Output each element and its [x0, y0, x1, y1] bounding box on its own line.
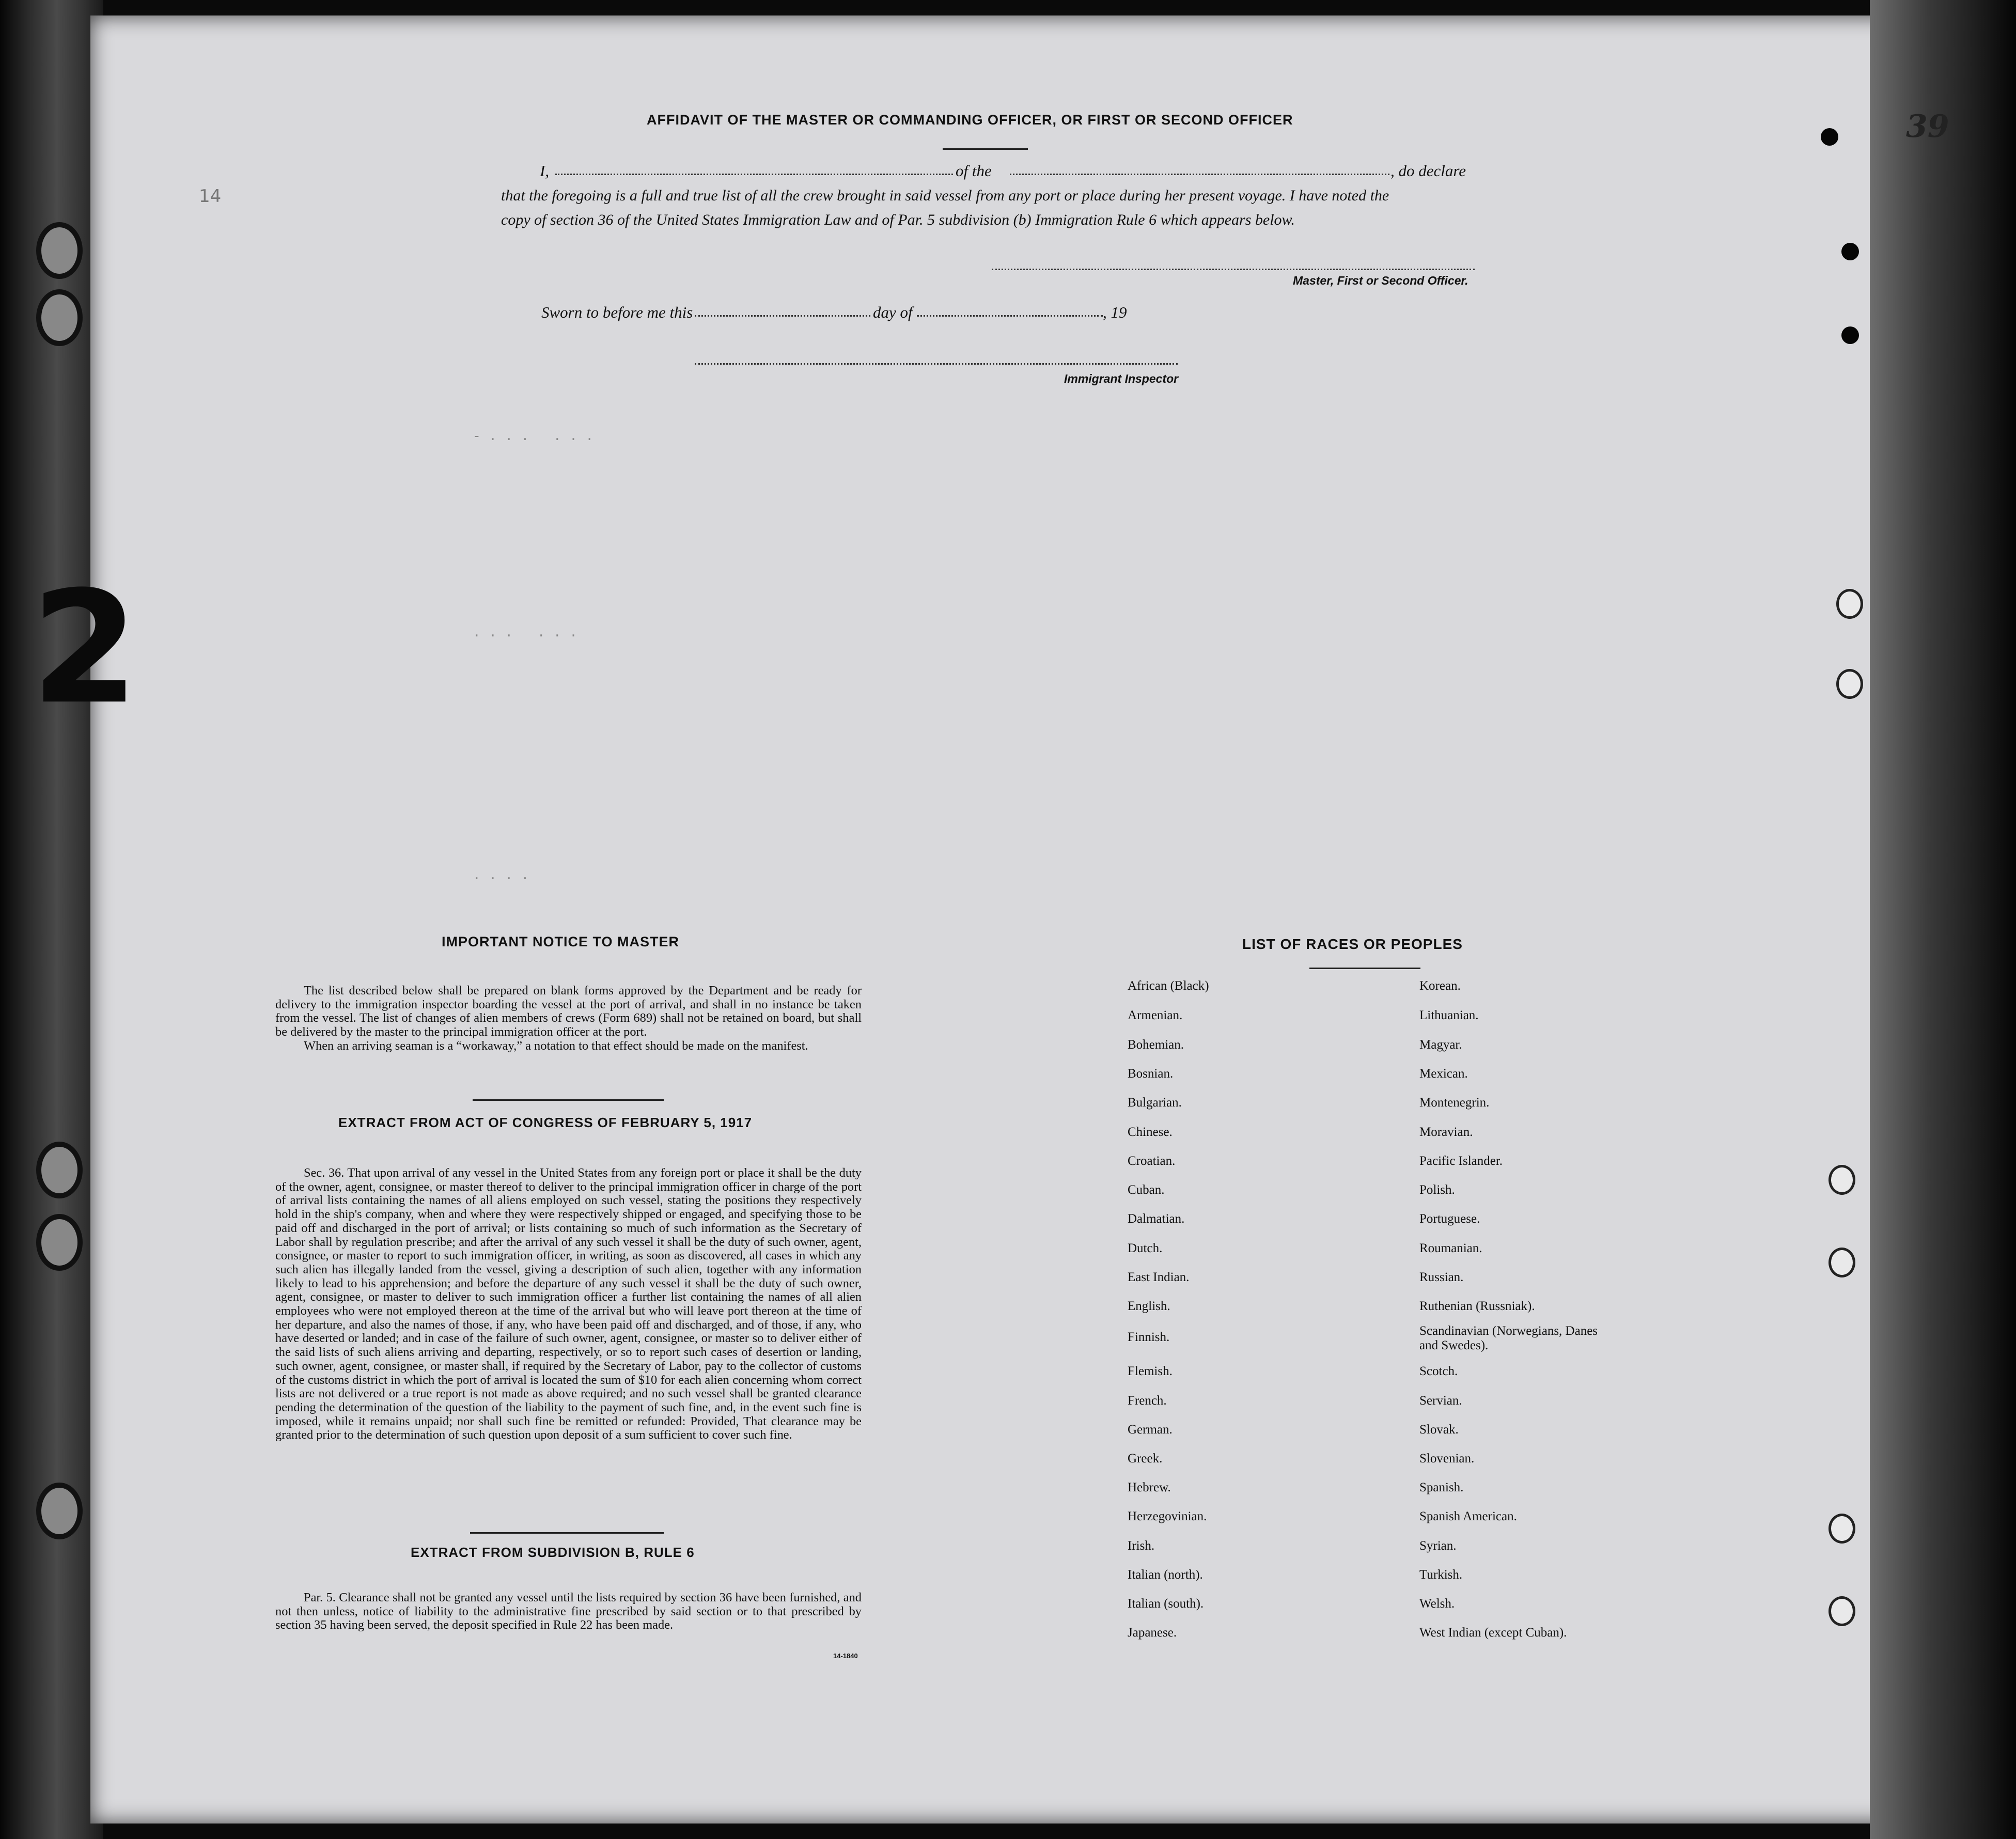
ring-hole [1836, 669, 1863, 699]
inspector-label: Immigrant Inspector [1064, 372, 1179, 385]
race-item: Spanish. [1419, 1480, 1464, 1494]
extract-rule-title: EXTRACT FROM SUBDIVISION B, RULE 6 [411, 1545, 695, 1560]
race-item: Turkish. [1419, 1568, 1463, 1582]
document-page [90, 15, 1909, 1824]
margin-note-page-number: 39 [1906, 108, 1949, 145]
sworn-day-field[interactable] [695, 315, 870, 317]
race-item: English. [1128, 1299, 1170, 1313]
affidavit-title: AFFIDAVIT OF THE MASTER OR COMMANDING OFFICER, OR FIRST OR SECOND OFFICER [647, 112, 1293, 128]
binder-ring [36, 222, 83, 279]
sworn-month-field[interactable] [917, 315, 1103, 317]
race-item: Pacific Islander. [1419, 1154, 1503, 1168]
race-item: Montenegrin. [1419, 1096, 1490, 1110]
race-item: Roumanian. [1419, 1241, 1482, 1255]
race-item: Italian (north). [1128, 1568, 1203, 1582]
affidavit-line1-end: , do declare [1390, 162, 1466, 180]
sworn-year-label: , 19 [1103, 303, 1127, 321]
binder-ring [36, 289, 83, 346]
race-item: Polish. [1419, 1183, 1455, 1197]
race-item: Japanese. [1128, 1626, 1177, 1640]
divider [470, 1532, 664, 1534]
race-item: Herzegovinian. [1128, 1509, 1207, 1523]
margin-note-large-number: 2 [31, 558, 139, 738]
races-title: LIST OF RACES OR PEOPLES [1242, 936, 1463, 952]
notice-title: IMPORTANT NOTICE TO MASTER [442, 934, 679, 949]
ring-hole [1829, 1248, 1855, 1277]
race-item: Chinese. [1128, 1125, 1173, 1139]
ring-hole [1829, 1596, 1855, 1626]
extract-act-text [275, 1166, 862, 1442]
race-item: African (Black) [1128, 979, 1209, 993]
sworn-label: Sworn to before me this [541, 303, 693, 321]
punch-hole [1821, 128, 1838, 146]
race-item: Bohemian. [1128, 1038, 1184, 1052]
bleed-through-mark: - . . . . . . [473, 429, 594, 444]
race-item: Dalmatian. [1128, 1212, 1185, 1226]
affidavit-line3: copy of section 36 of the United States Immigration Law and of Par. 5 subdivision (b) Immigration Rule 6 which appears below. [501, 211, 1295, 228]
ring-hole [1829, 1514, 1855, 1544]
vessel-name-field[interactable] [1010, 174, 1389, 175]
binder-ring [36, 1483, 83, 1539]
affidavit-line2: that the foregoing is a full and true list of all the crew brought in said vessel from any port or place during her present voyage. I have noted the [501, 187, 1389, 204]
race-item: Ruthenian (Russniak). [1419, 1299, 1535, 1313]
divider [943, 148, 1028, 150]
race-item: Croatian. [1128, 1154, 1176, 1168]
binder-ring [36, 1214, 83, 1271]
race-item: Bosnian. [1128, 1067, 1174, 1081]
ring-hole [1829, 1165, 1855, 1195]
sworn-middle: day of [873, 303, 913, 321]
race-item: Cuban. [1128, 1183, 1165, 1197]
rule-6-text: Par. 5. Clearance shall not be granted any vessel until the lists required by section 36 have been furnished, and not then unless, notice of liability to the administrative fine prescribed by said section or to that prescribed by section 35 having been served, the deposit specified in Rule 22 has been made. [275, 1591, 862, 1632]
race-item: Welsh. [1419, 1597, 1455, 1611]
race-item: German. [1128, 1423, 1173, 1437]
race-item: West Indian (except Cuban). [1419, 1626, 1567, 1640]
race-item: Moravian. [1419, 1125, 1473, 1139]
bleed-through-mark: . . . . [473, 868, 529, 883]
race-item: Finnish. [1128, 1330, 1170, 1344]
race-item: Servian. [1419, 1394, 1462, 1408]
extract-rule-text [275, 1591, 862, 1632]
race-item: Irish. [1128, 1539, 1155, 1553]
binder-ring [36, 1142, 83, 1198]
race-item: Greek. [1128, 1452, 1163, 1466]
race-item: Russian. [1419, 1270, 1464, 1284]
race-item: Lithuanian. [1419, 1008, 1479, 1022]
divider [1309, 968, 1420, 969]
inspector-signature-field[interactable] [695, 363, 1178, 365]
notice-paragraph-1: The list described below shall be prepared on blank forms approved by the Department and be ready for delivery to the immigration inspector boarding the vessel at the port of arrival, and shall in no instance be taken from the vessel. The list of changes of alien members of crews (Form 689) shall not be retained on board, but shall be delivered by the master to the principal immigration officer at the port. [275, 984, 862, 1039]
punch-hole [1841, 326, 1859, 344]
race-item: Magyar. [1419, 1038, 1462, 1052]
punch-hole [1841, 243, 1859, 260]
extract-act-title: EXTRACT FROM ACT OF CONGRESS OF FEBRUARY 5, 1917 [338, 1115, 753, 1130]
race-item: Mexican. [1419, 1067, 1468, 1081]
affidavit-line1-middle: of the [956, 162, 992, 180]
page-edge-shadow [1870, 0, 2016, 1839]
master-signature-label: Master, First or Second Officer. [1293, 274, 1468, 287]
ring-hole [1836, 589, 1863, 619]
notice-paragraph-2: When an arriving seaman is a “workaway,” a notation to that effect should be made on the manifest. [304, 1038, 808, 1053]
affidavit-line1-start: I, [540, 162, 550, 180]
divider [473, 1099, 664, 1101]
bleed-through-mark: . . . . . . [473, 625, 577, 641]
race-item: Italian (south). [1128, 1597, 1204, 1611]
race-item: French. [1128, 1394, 1167, 1408]
race-item: Hebrew. [1128, 1480, 1171, 1494]
race-item: Bulgarian. [1128, 1096, 1182, 1110]
race-item: Spanish American. [1419, 1509, 1517, 1523]
race-item: East Indian. [1128, 1270, 1190, 1284]
section-36-text: Sec. 36. That upon arrival of any vessel in the United States from any foreign port or place it shall be the duty of the owner, agent, consignee, or master thereof to deliver to the principal immigration officer in charge of the port of arrival lists containing the names of all aliens employed on such vessel, stating the positions they respectively hold in the ship's company, when and where they were respectively shipped or engaged, and specifying those to be paid off and discharged in the port of arrival; or lists containing so much of such information as the Secretary of Labor shall by regulation prescribe; and after the arrival of any such vessel it shall be the duty of such owner, agent, consignee, or master to report to such immigration officer, in writing, as soon as discovered, all cases in which any such alien has illegally landed from the vessel, giving a description of such alien, together with any information likely to lead to his apprehension; and before the departure of any such vessel it shall be the duty of such owner, agent, consignee, or master to deliver to such immigration officer a further list containing the names of all alien employees who were not employed thereon at the time of the arrival but who will leave port thereon at the time of her departure, and also the names of those, if any, who have been paid off and discharged, and of those, if any, who have deserted or landed; and in case of the failure of such owner, agent, consignee, or master so to deliver either of the said lists of such aliens arriving and departing, respectively, or so to report such cases of desertion or landing, such owner, agent, consignee, or master shall, if required by the Secretary of Labor, pay to the collector of customs of the customs district in which the port of arrival is located the sum of $10 for each alien concerning whom correct lists are not delivered or a true report is not made as above required; and no such vessel shall be granted clearance pending the determination of the question of the liability to the payment of such fine, and, in the event such fine is imposed, while it remains unpaid; nor shall such fine be remitted or refunded: Provided, That clearance may be granted prior to the determination of such question upon deposit of a sum sufficient to cover such fine. [275, 1166, 862, 1442]
margin-note-small: 14 [199, 186, 222, 207]
race-item: Armenian. [1128, 1008, 1183, 1022]
master-name-field[interactable] [555, 174, 953, 175]
form-number: 14-1840 [833, 1652, 858, 1660]
race-item: Slovenian. [1419, 1452, 1475, 1466]
race-item: Slovak. [1419, 1423, 1459, 1437]
race-item: Portuguese. [1419, 1212, 1480, 1226]
race-item: Scotch. [1419, 1364, 1458, 1378]
binder-strip [0, 0, 103, 1839]
master-signature-field[interactable] [992, 269, 1475, 270]
race-item: Dutch. [1128, 1241, 1163, 1255]
race-item: Korean. [1419, 979, 1461, 993]
notice-text [275, 984, 862, 1053]
race-item: Scandinavian (Norwegians, Danes and Swedes). [1419, 1324, 1598, 1352]
race-item: Syrian. [1419, 1539, 1457, 1553]
race-item: Flemish. [1128, 1364, 1173, 1378]
